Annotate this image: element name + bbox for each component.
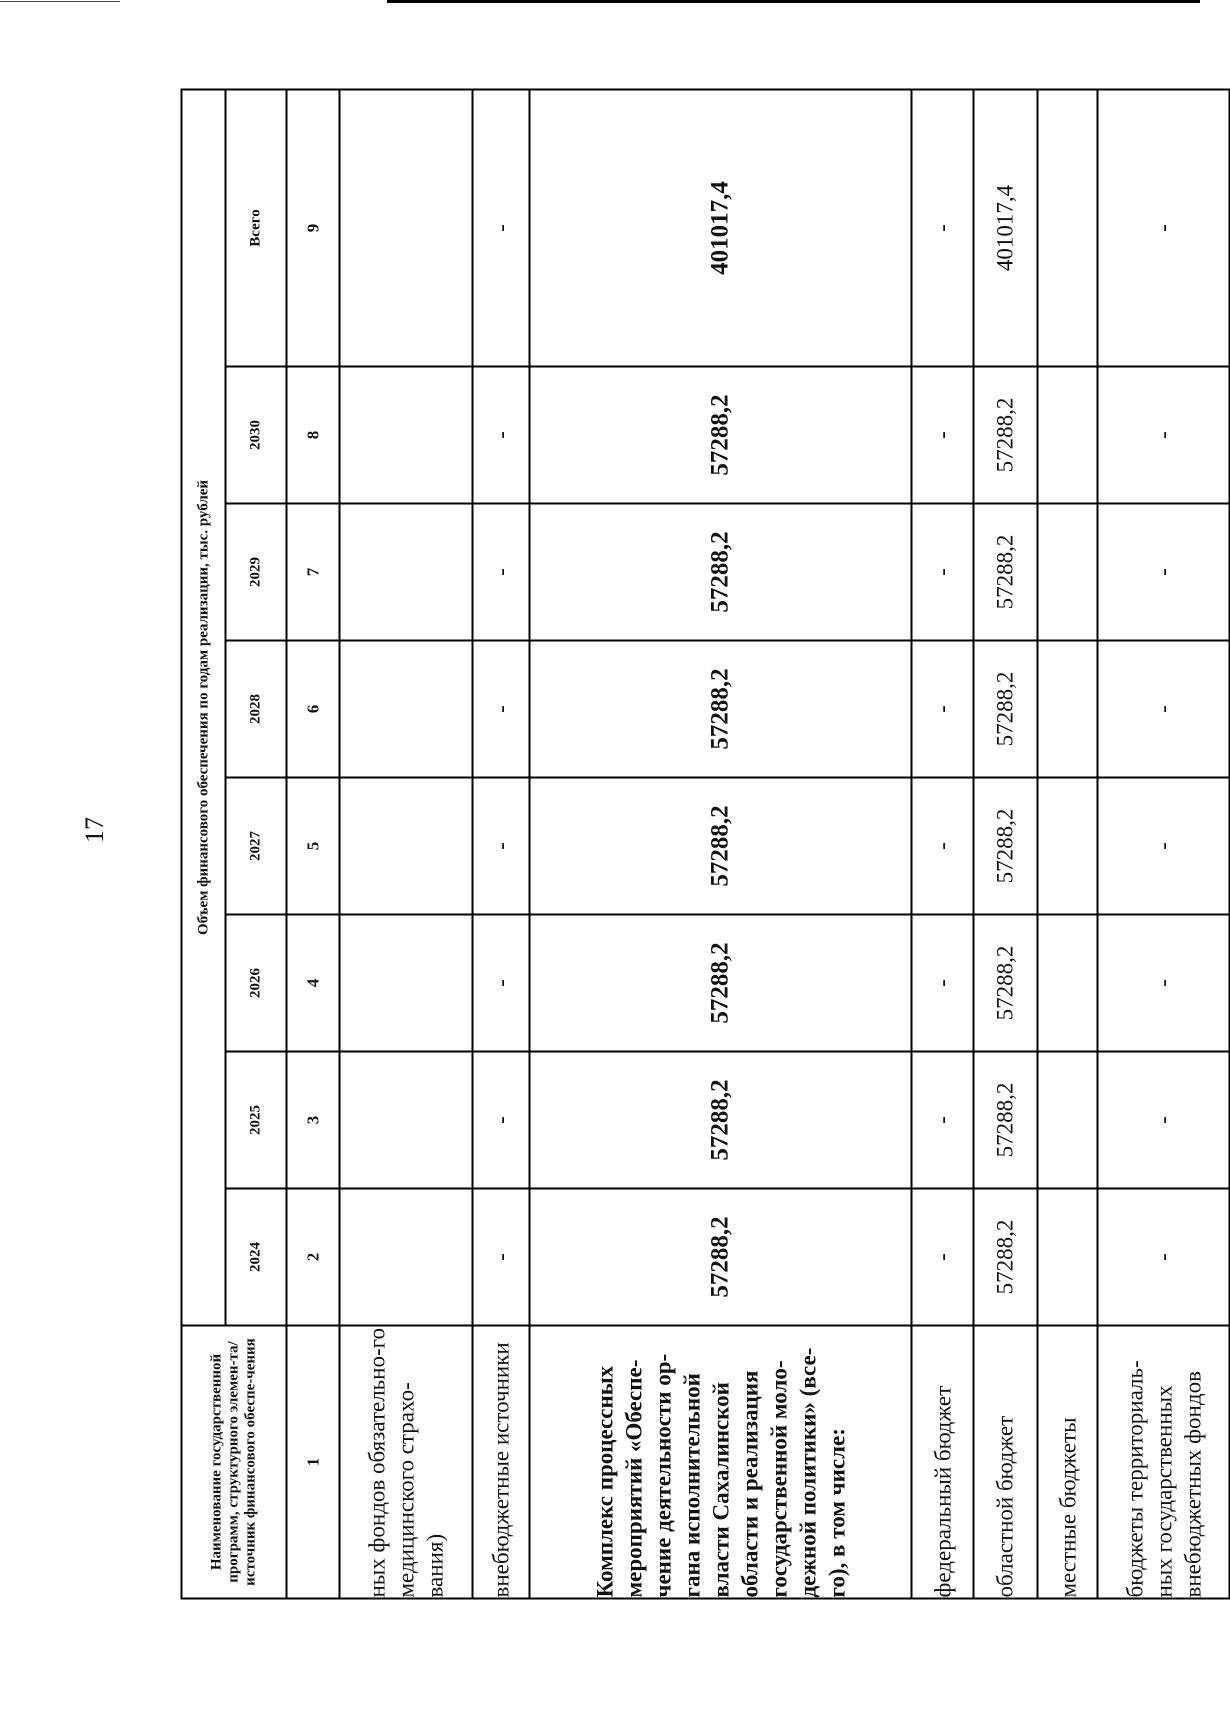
cell-2027: 57288,2	[529, 777, 911, 914]
cell-2026: -	[1097, 914, 1229, 1051]
cell-2027	[339, 777, 472, 914]
cell-2025: -	[1097, 1051, 1229, 1188]
cell-2030	[1037, 366, 1098, 503]
column-number: 5	[286, 777, 339, 914]
row-label: Комплекс процессных мероприятий «Обеспе-чение деятельности ор-гана исполнительной власти Сахалинской области и реализация государственной моло-дежной политики» (все-го), в том числе:	[529, 1325, 911, 1598]
cell-2029	[339, 503, 472, 640]
header-year-2027: 2027	[225, 777, 286, 914]
header-total: Всего	[225, 89, 286, 366]
table-row-territorial-funds	[1097, 89, 1229, 1598]
row-label: местные бюджеты	[1037, 1325, 1098, 1598]
cell-2028: -	[472, 640, 529, 777]
cell-2029: 57288,2	[529, 503, 911, 640]
row-label: ных фондов обязательно-го медицинского страхо-вания)	[339, 1325, 472, 1598]
table-row-local-budgets	[1037, 89, 1098, 1598]
cell-2024: 57288,2	[529, 1188, 911, 1325]
table-row-federal-budget	[911, 89, 973, 1598]
cell-2024: 57288,2	[973, 1188, 1036, 1325]
header-year-2028: 2028	[225, 640, 286, 777]
column-number: 7	[286, 503, 339, 640]
row-label: областной бюджет	[973, 1325, 1036, 1598]
column-number: 2	[286, 1188, 339, 1325]
table-row-extrabudgetary-sources	[472, 89, 529, 1598]
cell-2029	[1037, 503, 1098, 640]
financing-table	[180, 88, 1230, 1599]
cell-2024: -	[1097, 1188, 1229, 1325]
cell-2025: -	[911, 1051, 973, 1188]
cell-2029: -	[1097, 503, 1229, 640]
header-name-column: Наименование государственной программ, структурного элемен-та/источник финансового обеспе-чения	[181, 1325, 286, 1598]
row-label: бюджеты территориаль-ных государственных внебюджетных фондов	[1097, 1325, 1229, 1598]
cell-2024: -	[472, 1188, 529, 1325]
header-row-group	[181, 89, 225, 1598]
cell-2027: -	[911, 777, 973, 914]
column-number-row	[286, 89, 339, 1598]
table-row-insurance-funds-continued	[339, 89, 472, 1598]
column-number: 4	[286, 914, 339, 1051]
cell-2026	[1037, 914, 1098, 1051]
page-number: 17	[80, 817, 109, 843]
cell-total: 401017,4	[529, 89, 911, 366]
cell-2029: -	[911, 503, 973, 640]
column-number: 3	[286, 1051, 339, 1188]
cell-2028: 57288,2	[529, 640, 911, 777]
cell-2024	[339, 1188, 472, 1325]
cell-total: -	[472, 89, 529, 366]
cell-2026: -	[472, 914, 529, 1051]
cell-2028	[339, 640, 472, 777]
cell-total	[1037, 89, 1098, 366]
row-label: федеральный бюджет	[911, 1325, 973, 1598]
cell-2025: 57288,2	[529, 1051, 911, 1188]
cell-2030: -	[911, 366, 973, 503]
cell-2030: -	[1097, 366, 1229, 503]
cell-2028: 57288,2	[973, 640, 1036, 777]
cell-2025	[339, 1051, 472, 1188]
cell-2024	[1037, 1188, 1098, 1325]
scan-edge-line	[387, 0, 1200, 3]
cell-2026: 57288,2	[973, 914, 1036, 1051]
cell-2029: 57288,2	[973, 503, 1036, 640]
cell-2026	[339, 914, 472, 1051]
rotated-table-container	[180, 90, 1230, 1599]
row-label: внебюджетные источники	[472, 1325, 529, 1598]
column-number: 6	[286, 640, 339, 777]
cell-2027: -	[1097, 777, 1229, 914]
table-row-regional-budget	[973, 89, 1036, 1598]
cell-2030: 57288,2	[529, 366, 911, 503]
cell-total: 401017,4	[973, 89, 1036, 366]
cell-2028: -	[911, 640, 973, 777]
header-year-2024: 2024	[225, 1188, 286, 1325]
column-number: 1	[286, 1325, 339, 1598]
cell-2027	[1037, 777, 1098, 914]
column-number: 9	[286, 89, 339, 366]
header-year-2029: 2029	[225, 503, 286, 640]
cell-2024: -	[911, 1188, 973, 1325]
table-frame	[180, 90, 1230, 1599]
cell-2030: -	[472, 366, 529, 503]
cell-2028	[1037, 640, 1098, 777]
cell-total	[339, 89, 472, 366]
cell-2029: -	[472, 503, 529, 640]
cell-2030	[339, 366, 472, 503]
cell-total: -	[911, 89, 973, 366]
column-number: 8	[286, 366, 339, 503]
header-year-2030: 2030	[225, 366, 286, 503]
table-row-process-complex	[529, 89, 911, 1598]
cell-2027: -	[472, 777, 529, 914]
cell-2026: -	[911, 914, 973, 1051]
cell-2028: -	[1097, 640, 1229, 777]
cell-2025: 57288,2	[973, 1051, 1036, 1188]
cell-2026: 57288,2	[529, 914, 911, 1051]
cell-2030: 57288,2	[973, 366, 1036, 503]
header-financing-group: Объем финансового обеспечения по годам реализации, тыс. рублей	[181, 89, 225, 1325]
cell-total: -	[1097, 89, 1229, 366]
scan-edge-line-left	[0, 1, 120, 2]
header-year-2025: 2025	[225, 1051, 286, 1188]
cell-2027: 57288,2	[973, 777, 1036, 914]
header-year-2026: 2026	[225, 914, 286, 1051]
cell-2025	[1037, 1051, 1098, 1188]
cell-2025: -	[472, 1051, 529, 1188]
